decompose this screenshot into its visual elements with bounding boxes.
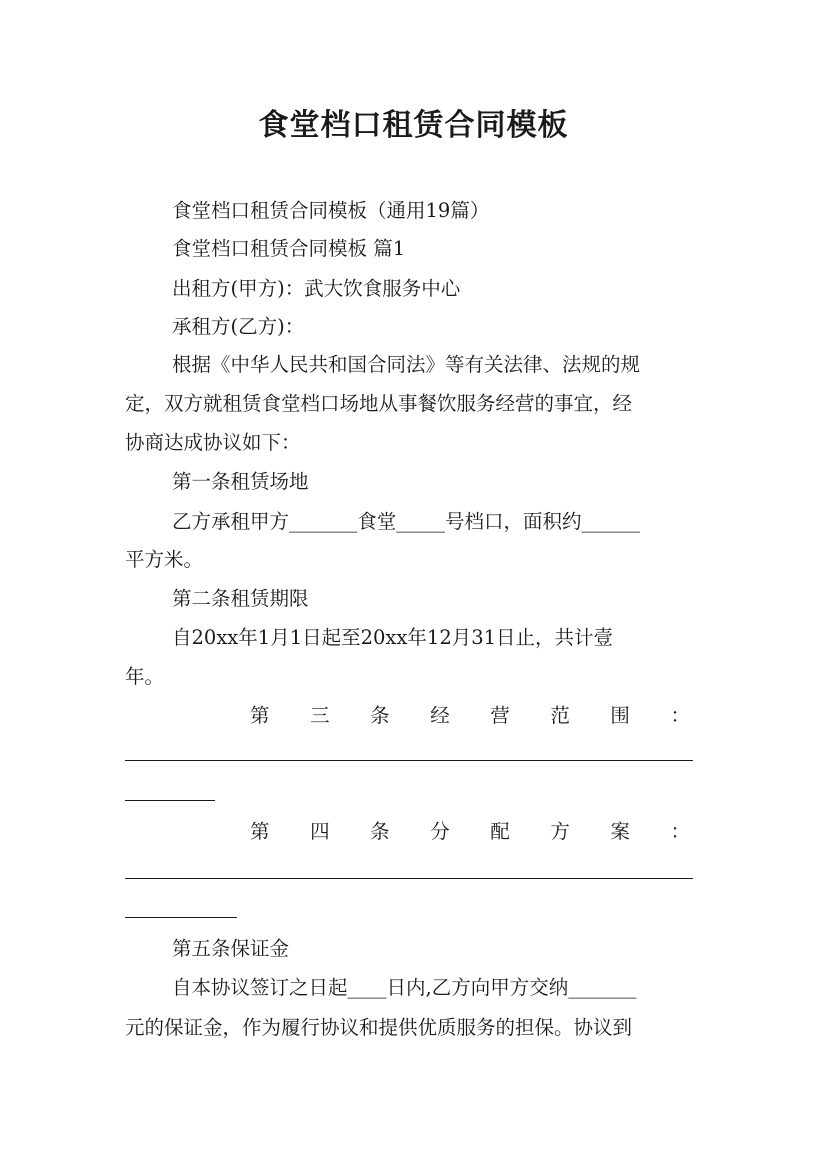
article-2-heading: 第二条租赁期限: [172, 587, 309, 610]
heading-char: 条: [370, 704, 390, 727]
blank-rule: [125, 878, 693, 879]
subtitle-line: 食堂档口租赁合同模板（通用19篇）: [172, 199, 490, 222]
heading-char: 三: [310, 704, 330, 727]
chapter-heading: 食堂档口租赁合同模板 篇1: [172, 237, 406, 260]
article-1-text-2: 平方米。: [125, 548, 204, 571]
heading-char: 方: [550, 820, 570, 843]
preamble-line-1: 根据《中华人民共和国合同法》等有关法律、法规的规: [172, 353, 641, 376]
heading-char: 四: [310, 820, 330, 843]
heading-char: 营: [490, 704, 510, 727]
article-2-text-1: 自20xx年1月1日起至20xx年12月31日止，共计壹: [172, 626, 614, 649]
heading-char: 第: [250, 820, 270, 843]
blank-rule: [125, 917, 237, 918]
lessee-line: 承租方(乙方)：: [172, 315, 305, 338]
heading-char: 配: [490, 820, 510, 843]
heading-char: 案: [610, 820, 630, 843]
article-5-text-1: 自本协议签订之日起____日内,乙方向甲方交纳_______: [172, 976, 637, 999]
article-5-heading: 第五条保证金: [172, 937, 290, 960]
article-5-text-2: 元的保证金，作为履行协议和提供优质服务的担保。协议到: [125, 1016, 633, 1039]
preamble-line-3: 协商达成协议如下：: [125, 431, 301, 454]
heading-char: ：: [670, 704, 690, 727]
article-2-text-2: 年。: [125, 665, 165, 688]
lessor-line: 出租方(甲方)：武大饮食服务中心: [172, 277, 461, 300]
article-1-text-1: 乙方承租甲方_______食堂_____号档口，面积约______: [172, 510, 641, 533]
heading-char: 条: [370, 820, 390, 843]
heading-char: 围: [610, 704, 630, 727]
article-1-heading: 第一条租赁场地: [172, 470, 309, 493]
article-3-heading: [250, 697, 690, 735]
heading-char: 范: [550, 704, 570, 727]
heading-char: 经: [430, 704, 450, 727]
heading-char: ：: [670, 820, 690, 843]
blank-rule: [125, 800, 215, 801]
heading-char: 第: [250, 704, 270, 727]
document-title: 食堂档口租赁合同模板: [258, 108, 569, 143]
blank-rule: [125, 760, 693, 761]
preamble-line-2: 定，双方就租赁食堂档口场地从事餐饮服务经营的事宜，经: [125, 392, 633, 415]
heading-char: 分: [430, 820, 450, 843]
article-4-heading: [250, 813, 690, 851]
